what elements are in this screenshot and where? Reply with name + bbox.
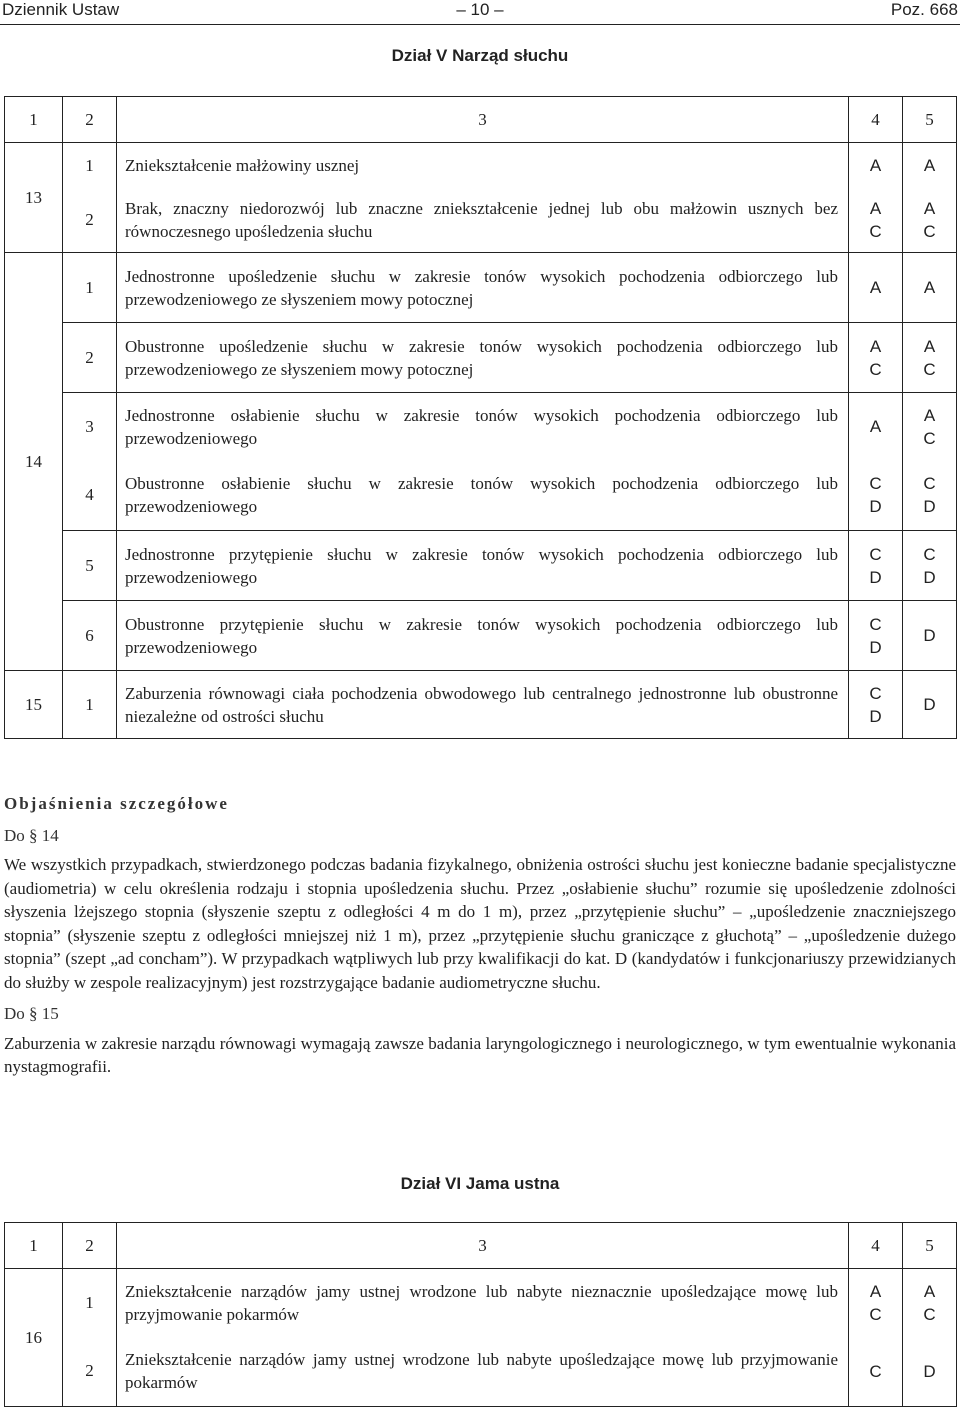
- col-header-4: 4: [849, 1223, 903, 1269]
- category-col5: A C: [903, 189, 957, 253]
- category-col4: A: [849, 393, 903, 461]
- condition-text: Zniekształcenie małżowiny usznej: [117, 143, 849, 189]
- category-col5: C D: [903, 461, 957, 531]
- category-col4: C D: [849, 671, 903, 739]
- category-col5: A C: [903, 323, 957, 393]
- condition-text: Zaburzenia równowagi ciała pochodzenia obwodowego lub centralnego jednostronne lub obustronne niezależne od ostrości słuchu: [117, 671, 849, 739]
- point-number: 1: [63, 671, 117, 739]
- table-row: [5, 323, 957, 393]
- category-col5: A C: [903, 393, 957, 461]
- col-header-5: 5: [903, 97, 957, 143]
- condition-text: Jednostronne upośledzenie słuchu w zakresie tonów wysokich pochodzenia odbiorczego lub przewodzeniowego ze słyszeniem mowy potocznej: [117, 253, 849, 323]
- table-row: [5, 1269, 957, 1337]
- col-header-3: 3: [117, 1223, 849, 1269]
- col-header-4: 4: [849, 97, 903, 143]
- explanations-heading: Objaśnienia szczegółowe: [4, 794, 229, 813]
- table-row: [5, 393, 957, 461]
- note-15-label: Do § 15: [4, 1004, 59, 1023]
- category-col4: C: [849, 1337, 903, 1407]
- table-row: [5, 461, 957, 531]
- condition-text: Zniekształcenie narządów jamy ustnej wrodzone lub nabyte upośledzające mowę lub przyjmowanie pokarmów: [117, 1337, 849, 1407]
- category-col5: D: [903, 601, 957, 671]
- col-header-5: 5: [903, 1223, 957, 1269]
- note-14-label: Do § 14: [4, 825, 59, 845]
- category-col4: A: [849, 143, 903, 189]
- category-col4: C D: [849, 601, 903, 671]
- journal-name: Dziennik Ustaw: [2, 0, 120, 19]
- table-row: [5, 253, 957, 323]
- category-col4: A C: [849, 323, 903, 393]
- category-col4: C D: [849, 531, 903, 601]
- table-row: [5, 189, 957, 253]
- category-col5: C D: [903, 531, 957, 601]
- note-14-text: We wszystkich przypadkach, stwierdzonego podczas badania fizykalnego, obniżenia ostrości słuchu jest konieczne badanie specjalistyczne (audiometria) w celu określenia rodzaju i stopnia upośledzenia słuchu. Przez „osłabienie słuchu” rozumie się upośledzenie zdolności słyszenia lżejszego stopnia (słyszenie szeptu z odległości 4 m do 1 m), przez „przytępienie słuchu” – „upośledzenie znaczniejszego stopnia” (słyszenie szeptu z odległości mniejszej niż 1 m), przez „przytępienie słuchu graniczące z głuchotą” – „upośledzenie dużego stopnia” (szept „ad concham”). W przypadkach wątpliwych lub przy kwalifikacji do kat. D (kandydatów i funkcjonariuszy przewidzianych do służby w zespole realizacyjnym) jest rozstrzygające badanie audiometryczne słuchu.: [4, 855, 956, 992]
- note-15-text: Zaburzenia w zakresie narządu równowagi wymagają zawsze badania laryngologicznego i neurologicznego, w tym ewentualnie wykonania nystagmografii.: [4, 1033, 956, 1076]
- point-number: 1: [63, 1269, 117, 1337]
- table-row: [5, 1337, 957, 1407]
- condition-text: Jednostronne osłabienie słuchu w zakresie tonów wysokich pochodzenia odbiorczego lub przewodzeniowego: [117, 393, 849, 461]
- table-header-row: [5, 1223, 957, 1269]
- paragraph-number: 16: [5, 1269, 63, 1407]
- point-number: 5: [63, 531, 117, 601]
- col-header-2: 2: [63, 97, 117, 143]
- category-col4: A C: [849, 189, 903, 253]
- condition-text: Obustronne przytępienie słuchu w zakresie tonów wysokich pochodzenia odbiorczego lub przewodzeniowego: [117, 601, 849, 671]
- category-col5: A: [903, 143, 957, 189]
- col-header-2: 2: [63, 1223, 117, 1269]
- section-v-title: Dział V Narząd słuchu: [391, 46, 569, 65]
- col-header-1: 1: [5, 1223, 63, 1269]
- detailed-explanations: [4, 792, 956, 1079]
- point-number: 1: [63, 253, 117, 323]
- condition-text: Jednostronne przytępienie słuchu w zakresie tonów wysokich pochodzenia odbiorczego lub przewodzeniowego: [117, 531, 849, 601]
- table-row: [5, 531, 957, 601]
- condition-text: Obustronne osłabienie słuchu w zakresie tonów wysokich pochodzenia odbiorczego lub przewodzeniowego: [117, 461, 849, 531]
- condition-text: Brak, znaczny niedorozwój lub znaczne zniekształcenie jednej lub obu małżowin usznych bez równoczesnego upośledzenia słuchu: [117, 189, 849, 253]
- table-row: [5, 143, 957, 189]
- category-col4: A: [849, 253, 903, 323]
- point-number: 2: [63, 1337, 117, 1407]
- point-number: 2: [63, 323, 117, 393]
- point-number: 6: [63, 601, 117, 671]
- point-number: 3: [63, 393, 117, 461]
- condition-text: Zniekształcenie narządów jamy ustnej wrodzone lub nabyte nieznacznie upośledzające mowę lub przyjmowanie pokarmów: [117, 1269, 849, 1337]
- col-header-1: 1: [5, 97, 63, 143]
- section-vi-title: Dział VI Jama ustna: [400, 1174, 560, 1193]
- category-col5: D: [903, 1337, 957, 1407]
- point-number: 2: [63, 189, 117, 253]
- category-col5: A: [903, 253, 957, 323]
- point-number: 1: [63, 143, 117, 189]
- table-header-row: [5, 97, 957, 143]
- col-header-3: 3: [117, 97, 849, 143]
- position-number: Poz. 668: [890, 0, 958, 19]
- table-row: [5, 671, 957, 739]
- section-vi-table: [4, 1222, 957, 1407]
- category-col4: C D: [849, 461, 903, 531]
- page-number: – 10 –: [456, 0, 504, 19]
- condition-text: Obustronne upośledzenie słuchu w zakresie tonów wysokich pochodzenia odbiorczego lub przewodzeniowego ze słyszeniem mowy potocznej: [117, 323, 849, 393]
- category-col4: A C: [849, 1269, 903, 1337]
- paragraph-number: 14: [5, 253, 63, 671]
- table-row: [5, 601, 957, 671]
- running-header: [0, 0, 960, 25]
- paragraph-number: 15: [5, 671, 63, 739]
- paragraph-number: 13: [5, 143, 63, 253]
- point-number: 4: [63, 461, 117, 531]
- category-col5: A C: [903, 1269, 957, 1337]
- section-v-table: [4, 96, 957, 739]
- category-col5: D: [903, 671, 957, 739]
